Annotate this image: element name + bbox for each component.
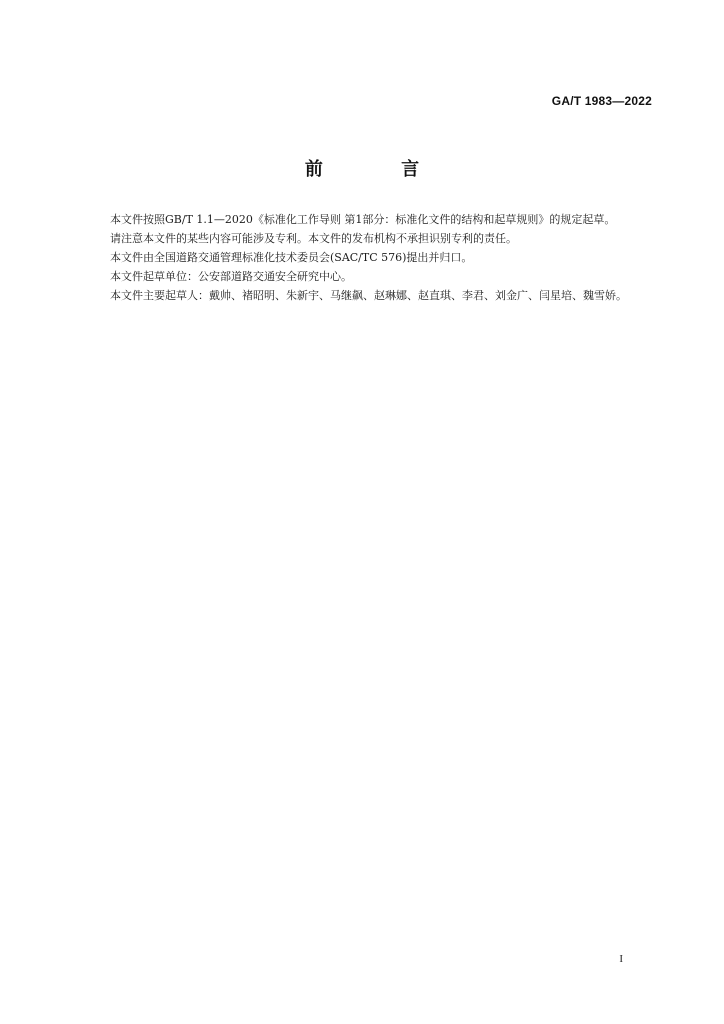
paragraph-drafting-rules: 本文件按照GB/T 1.1—2020《标准化工作导则 第1部分：标准化文件的结构和起草规则》的规定起草。 <box>110 213 616 226</box>
page-number: I <box>619 953 623 965</box>
paragraph-patent-notice: 请注意本文件的某些内容可能涉及专利。本文件的发布机构不承担识别专利的责任。 <box>110 232 517 245</box>
paragraph-main-drafters: 本文件主要起草人：戴帅、褚昭明、朱新宇、马继飙、赵琳娜、赵直琪、李君、刘金广、闫星培、魏雪娇。 <box>110 289 627 302</box>
standard-code: GA/T 1983—2022 <box>551 94 652 108</box>
page-title: 前 言 <box>304 159 456 180</box>
foreword-body <box>88 210 654 305</box>
paragraph-proposer: 本文件由全国道路交通管理标准化技术委员会(SAC/TC 576)提出并归口。 <box>110 251 473 264</box>
paragraph-drafting-unit: 本文件起草单位：公安部道路交通安全研究中心。 <box>110 270 352 283</box>
